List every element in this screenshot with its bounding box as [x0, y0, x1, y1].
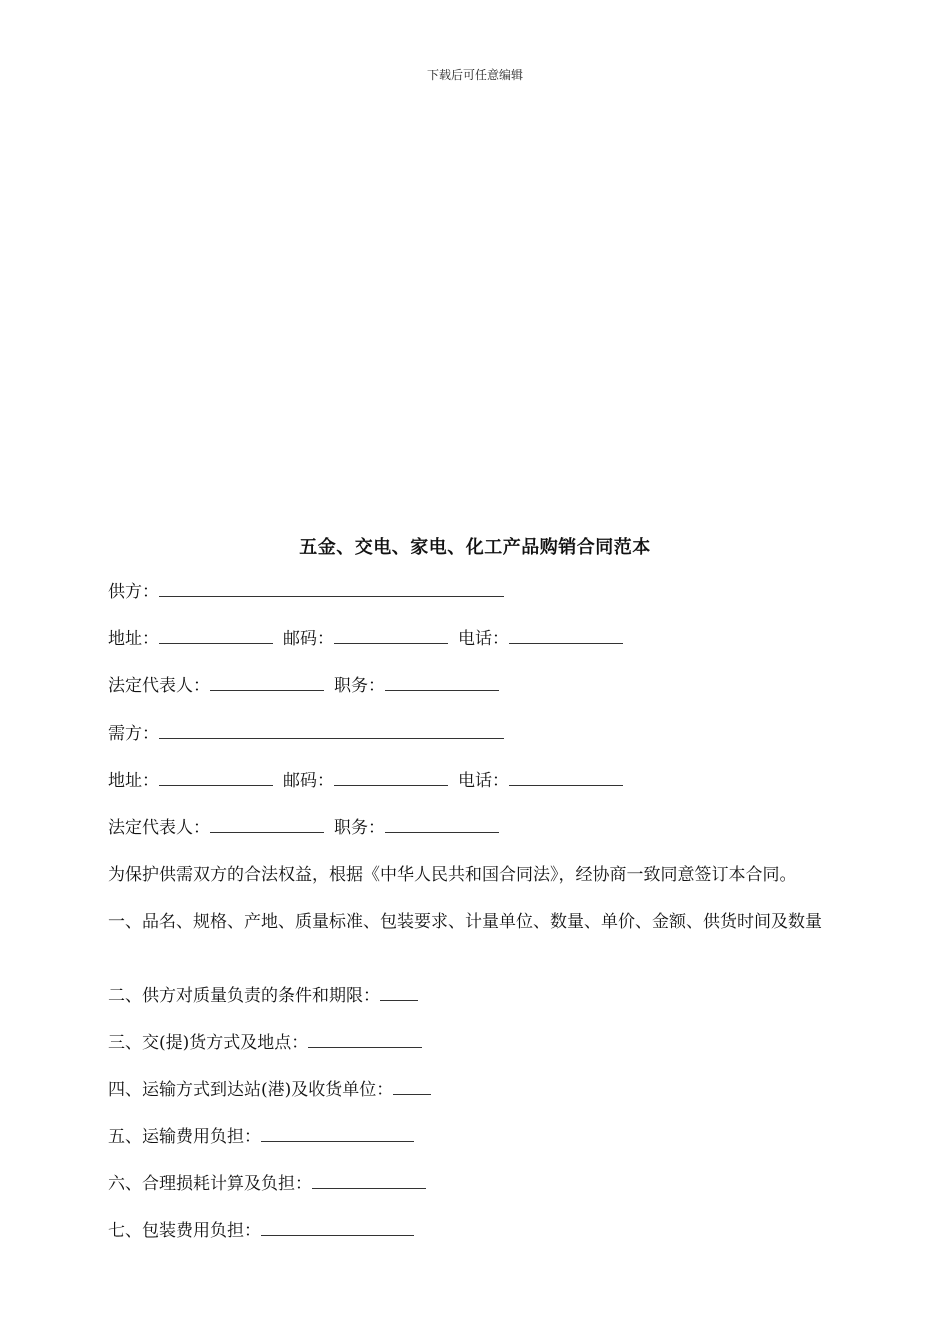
supplier-legal-rep-blank[interactable]: [210, 673, 324, 691]
supplier-postcode-blank[interactable]: [334, 626, 448, 644]
supplier-contact-line: [68, 626, 880, 652]
clause-7-text: 七、包装费用负担：: [108, 1221, 261, 1241]
clause-6-text: 六、合理损耗计算及负担：: [108, 1174, 312, 1194]
clause-4: [68, 1077, 880, 1103]
buyer-postcode-blank[interactable]: [334, 768, 448, 786]
clause-1: 一、品名、规格、产地、质量标准、包装要求、计量单位、数量、单价、金额、供货时间及数量: [108, 912, 822, 932]
clause-7: [68, 1218, 880, 1244]
clause-2-text: 二、供方对质量负责的条件和期限：: [108, 986, 380, 1006]
intro-paragraph: 为保护供需双方的合法权益，根据《中华人民共和国合同法》，经协商一致同意签订本合同。: [108, 865, 797, 885]
buyer-legal-rep-blank[interactable]: [210, 815, 324, 833]
supplier-address-blank[interactable]: [159, 626, 273, 644]
buyer-position-blank[interactable]: [385, 815, 499, 833]
supplier-phone-blank[interactable]: [509, 626, 623, 644]
supplier-rep-line: [68, 673, 880, 699]
clause-5-blank[interactable]: [261, 1124, 414, 1142]
supplier-postcode-label: 邮码：: [283, 629, 334, 649]
supplier-blank[interactable]: [159, 579, 504, 597]
buyer-rep-line: [68, 815, 880, 841]
supplier-line: [68, 579, 880, 605]
clause-5-text: 五、运输费用负担：: [108, 1127, 261, 1147]
supplier-label: 供方：: [108, 582, 159, 602]
buyer-address-blank[interactable]: [159, 768, 273, 786]
buyer-position-label: 职务：: [334, 818, 385, 838]
clause-4-text: 四、运输方式到达站(港)及收货单位：: [108, 1080, 394, 1100]
clause-3-text: 三、交(提)货方式及地点：: [108, 1033, 309, 1053]
buyer-line: [68, 721, 880, 747]
clause-5: [68, 1124, 880, 1150]
clause-3-blank[interactable]: [308, 1030, 422, 1048]
clause-2: [68, 983, 880, 1009]
clause-3: [68, 1030, 880, 1056]
supplier-address-label: 地址：: [108, 629, 159, 649]
buyer-label: 需方：: [108, 724, 159, 744]
document-title: 五金、交电、家电、化工产品购销合同范本: [299, 537, 651, 558]
buyer-postcode-label: 邮码：: [283, 771, 334, 791]
supplier-legal-rep-label: 法定代表人：: [108, 676, 210, 696]
page-header-note: 下载后可任意编辑: [426, 68, 523, 82]
supplier-position-label: 职务：: [334, 676, 385, 696]
buyer-blank[interactable]: [159, 721, 504, 739]
clause-6-blank[interactable]: [312, 1171, 426, 1189]
buyer-phone-label: 电话：: [458, 771, 509, 791]
clause-4-blank[interactable]: [393, 1077, 431, 1095]
supplier-phone-label: 电话：: [458, 629, 509, 649]
supplier-position-blank[interactable]: [385, 673, 499, 691]
buyer-address-label: 地址：: [108, 771, 159, 791]
clause-2-blank[interactable]: [380, 983, 418, 1001]
buyer-phone-blank[interactable]: [509, 768, 623, 786]
clause-6: [68, 1171, 880, 1197]
buyer-contact-line: [68, 768, 880, 794]
buyer-legal-rep-label: 法定代表人：: [108, 818, 210, 838]
clause-7-blank[interactable]: [261, 1218, 414, 1236]
